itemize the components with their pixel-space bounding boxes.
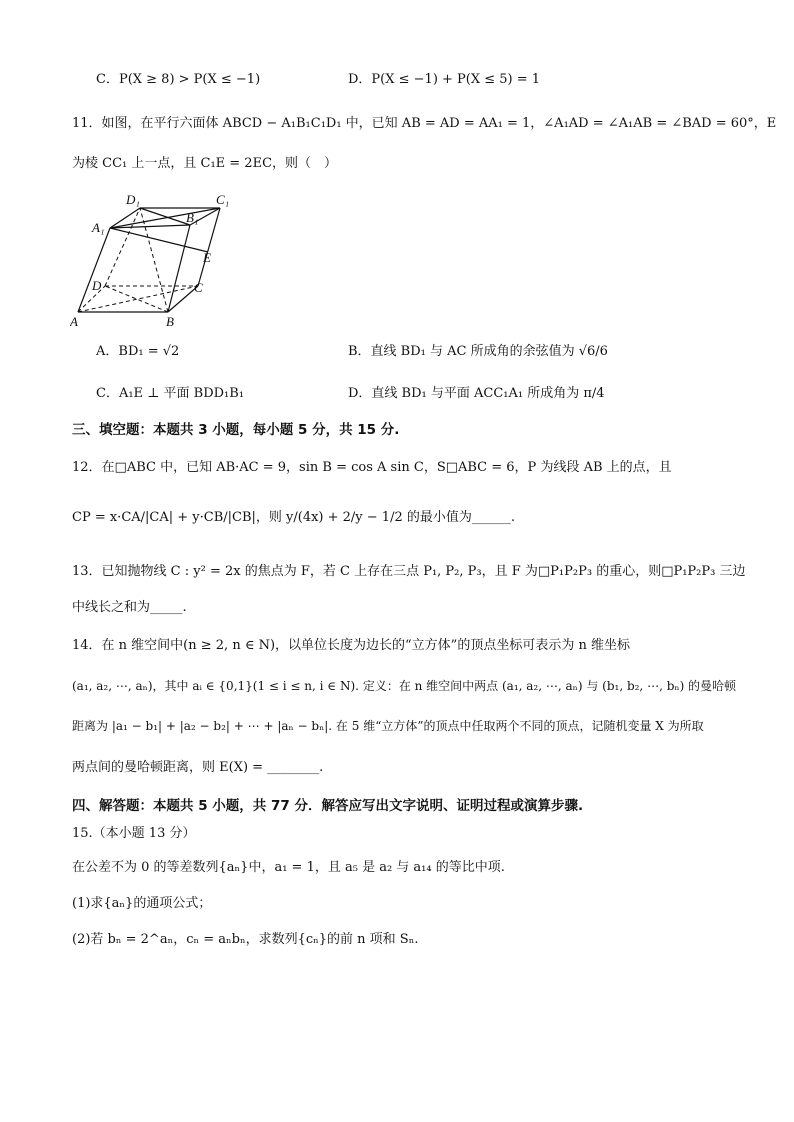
label-D1: D₁ (126, 192, 140, 207)
section-4-heading: 四、解答题：本题共 5 小题，共 77 分．解答应写出文字说明、证明过程或演算步骤. (72, 798, 584, 814)
q11-option-c: C．A₁E ⊥ 平面 BDD₁B₁ (96, 386, 245, 401)
q10-option-c: C．P(X ≥ 8) > P(X ≤ −1) (96, 72, 261, 87)
q15-part-2: (2)若 bₙ = 2^aₙ，cₙ = aₙbₙ，求数列{cₙ}的前 n 项和 Sₙ. (72, 932, 419, 947)
label-A: A (70, 314, 78, 329)
label-C1: C₁ (216, 192, 230, 207)
label-B: B (166, 314, 174, 329)
q12-stem-line2: CP = x·CA/|CA| + y·CB/|CB|，则 y/(4x) + 2/y − 1/2 的最小值为______. (72, 510, 515, 525)
q15-part-1: (1)求{aₙ}的通项公式； (72, 896, 212, 911)
section-3-heading: 三、填空题：本题共 3 小题，每小题 5 分，共 15 分. (72, 422, 400, 438)
q11-option-d: D．直线 BD₁ 与平面 ACC₁A₁ 所成角为 π/4 (348, 386, 605, 401)
q11-stem-line2: 为棱 CC₁ 上一点，且 C₁E = 2EC，则（ ） (72, 156, 338, 171)
q14-stem-line1: 14．在 n 维空间中(n ≥ 2, n ∈ N)，以单位长度为边长的“立方体”的顶点坐标可表示为 n 维坐标 (72, 638, 630, 653)
label-D: D (92, 278, 102, 293)
q13-stem-line1: 13．已知抛物线 C : y² = 2x 的焦点为 F，若 C 上存在三点 P₁, P₂, P₃，且 F 为□P₁P₂P₃ 的重心，则□P₁P₂P₃ 三边 (72, 564, 746, 579)
q14-stem-line2: (a₁, a₂, ⋯, aₙ)，其中 aᵢ ∈ {0,1}(1 ≤ i ≤ n, i ∈ N). 定义：在 n 维空间中两点 (a₁, a₂, ⋯, aₙ) 与 (b₁, b₂, ⋯, bₙ) 的曼哈顿 (72, 679, 737, 693)
label-E: E (203, 250, 211, 265)
parallelepiped-figure (70, 190, 230, 330)
q11-stem-line1: 11．如图，在平行六面体 ABCD − A₁B₁C₁D₁ 中，已知 AB = AD = AA₁ = 1，∠A₁AD = ∠A₁AB = ∠BAD = 60°，E (72, 116, 777, 131)
label-A1: A₁ (92, 220, 105, 235)
q14-stem-line4: 两点间的曼哈顿距离，则 E(X) = ________. (72, 760, 324, 775)
q12-stem-line1: 12．在□ABC 中，已知 AB·AC = 9，sin B = cos A sin C，S□ABC = 6，P 为线段 AB 上的点，且 (72, 460, 672, 475)
q15-stem: 在公差不为 0 的等差数列{aₙ}中，a₁ = 1，且 a₅ 是 a₂ 与 a₁₄ 的等比中项. (72, 860, 505, 875)
q15-header: 15.（本小题 13 分） (72, 826, 196, 841)
q13-stem-line2: 中线长之和为_____. (72, 600, 187, 615)
q11-option-a: A．BD₁ = √2 (96, 344, 180, 359)
q10-option-d: D．P(X ≤ −1) + P(X ≤ 5) = 1 (348, 72, 541, 87)
q14-stem-line3: 距离为 |a₁ − b₁| + |a₂ − b₂| + ⋯ + |aₙ − bₙ|. 在 5 维“立方体”的顶点中任取两个不同的顶点，记随机变量 X 为所取 (72, 719, 704, 733)
label-B1: B₁ (186, 210, 199, 225)
label-C: C (194, 280, 203, 295)
q11-option-b: B．直线 BD₁ 与 AC 所成角的余弦值为 √6/6 (348, 344, 608, 359)
